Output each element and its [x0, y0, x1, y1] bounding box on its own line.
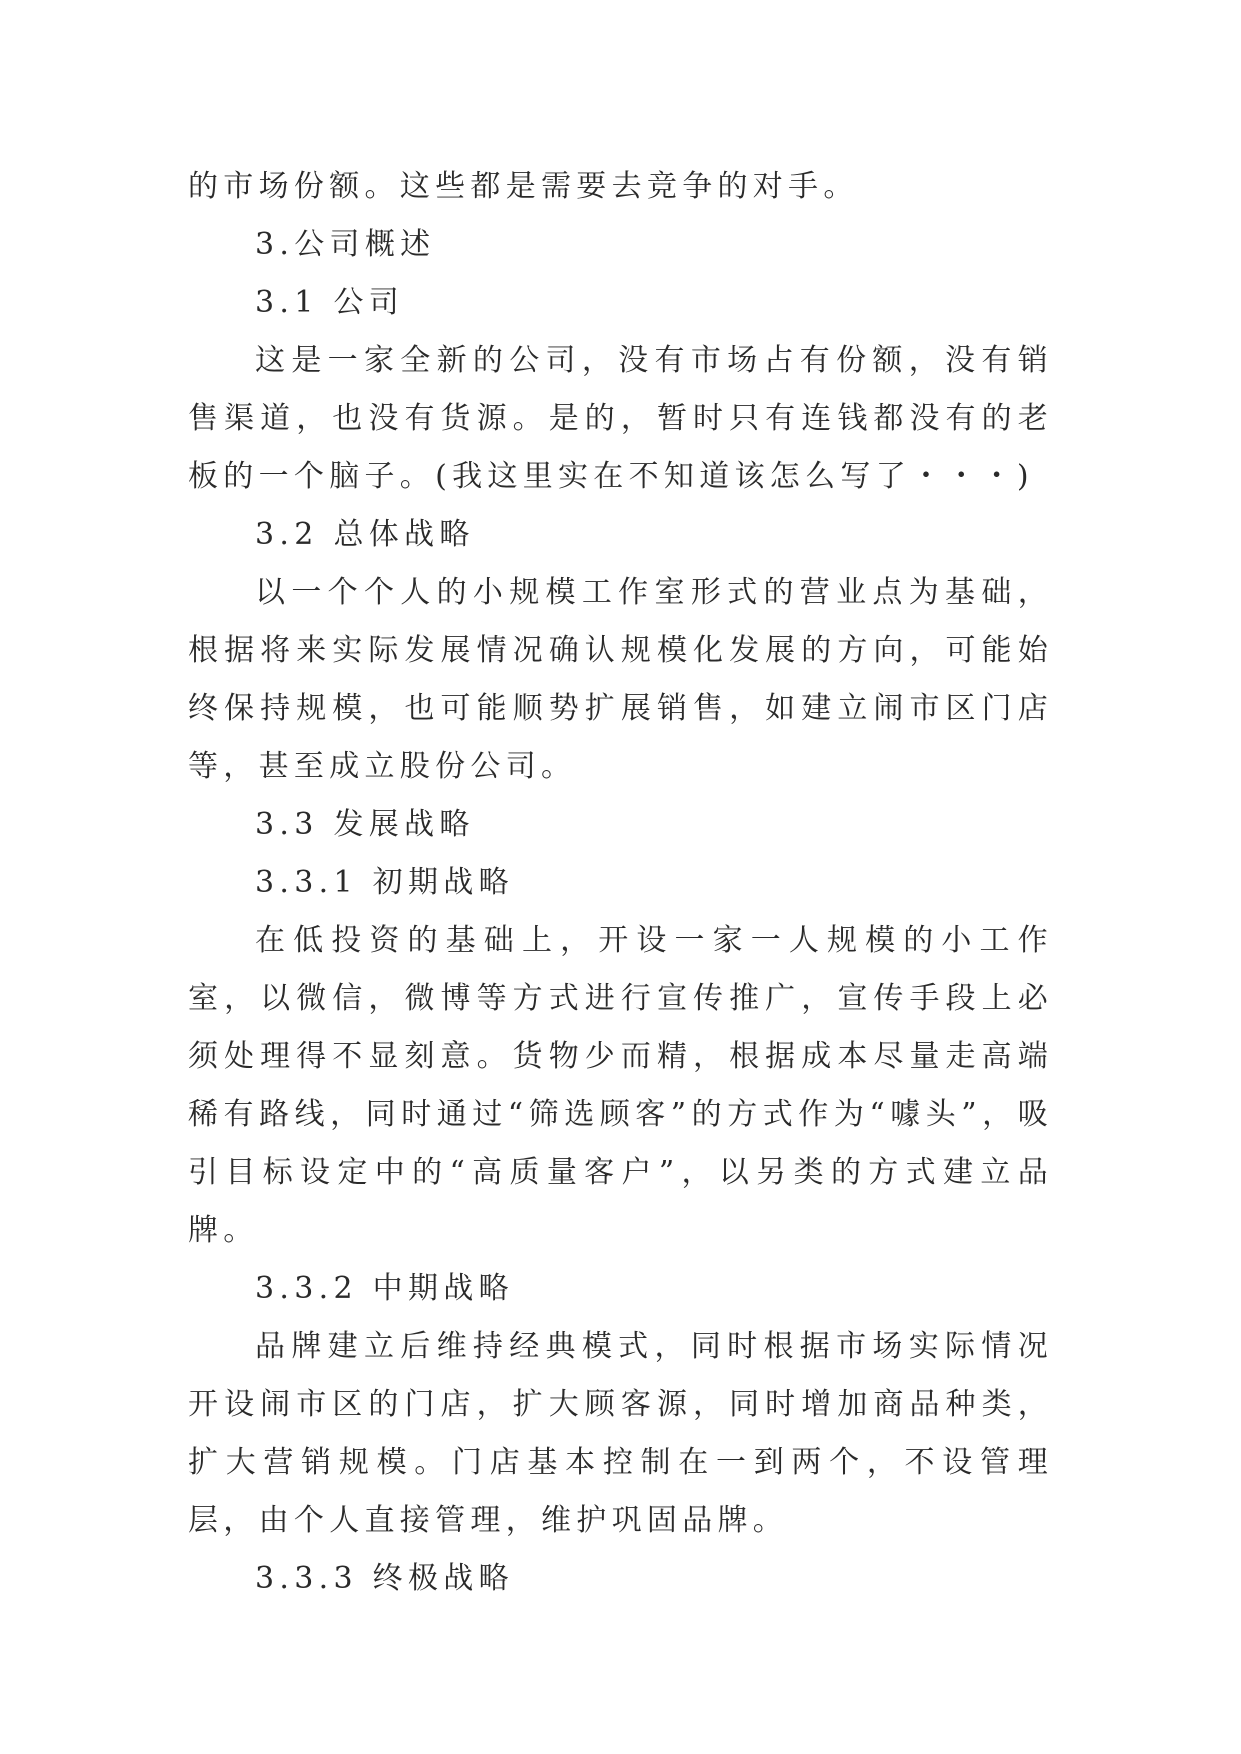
section-heading-3-3: 3.3 发展战略 [255, 807, 475, 842]
paragraph-continuation: 的市场份额。这些都是需要去竞争的对手。 [188, 169, 859, 204]
section-heading-3: 3.公司概述 [255, 227, 436, 262]
section-heading-3-3-2: 3.3.2 中期战略 [255, 1271, 514, 1306]
document-body [188, 158, 1053, 1608]
section-heading-3-3-1: 3.3.1 初期战略 [255, 865, 514, 900]
paragraph-initial-strategy: 在低投资的基础上，开设一家一人规模的小工作室，以微信，微博等方式进行宣传推广，宣传手段上必须处理得不显刻意。货物少而精，根据成本尽量走高端稀有路线，同时通过“筛选顾客”的方式作为“噱头”，吸引目标设定中的“高质量客户”，以另类的方式建立品牌。 [188, 923, 1053, 1248]
section-heading-3-3-3: 3.3.3 终极战略 [255, 1561, 514, 1596]
section-heading-3-2: 3.2 总体战略 [255, 517, 475, 552]
paragraph-overall-strategy: 以一个个人的小规模工作室形式的营业点为基础，根据将来实际发展情况确认规模化发展的方向，可能始终保持规模，也可能顺势扩展销售，如建立闹市区门店等，甚至成立股份公司。 [188, 575, 1053, 784]
paragraph-mid-strategy: 品牌建立后维持经典模式，同时根据市场实际情况开设闹市区的门店，扩大顾客源，同时增加商品种类，扩大营销规模。门店基本控制在一到两个，不设管理层，由个人直接管理，维护巩固品牌。 [188, 1329, 1053, 1538]
section-heading-3-1: 3.1 公司 [255, 285, 405, 320]
paragraph-company: 这是一家全新的公司，没有市场占有份额，没有销售渠道，也没有货源。是的，暂时只有连钱都没有的老板的一个脑子。(我这里实在不知道该怎么写了・・・) [188, 343, 1053, 494]
